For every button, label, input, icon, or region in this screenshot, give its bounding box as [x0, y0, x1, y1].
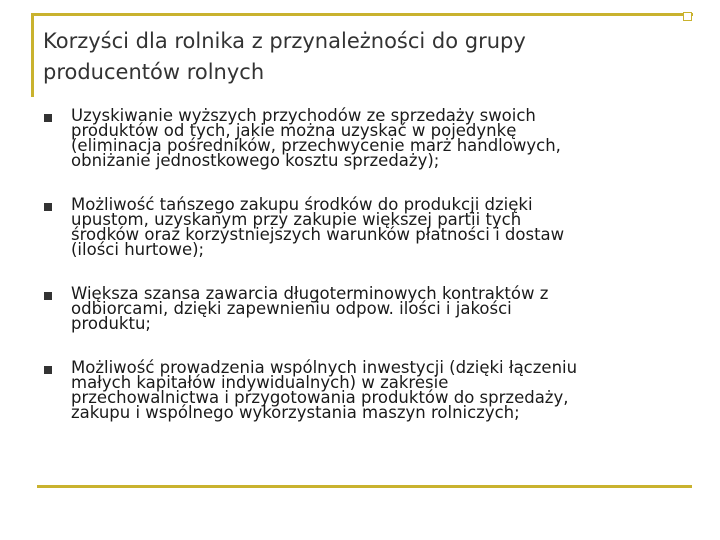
top-rule	[31, 13, 693, 16]
square-bullet-icon	[44, 203, 52, 211]
square-bullet-icon	[44, 114, 52, 122]
bullet-item	[43, 286, 683, 331]
slide-title-text: Korzyści dla rolnika z przynależności do grupy producentów rolnych	[43, 29, 526, 84]
bullet-text: Uzyskiwanie wyższych przychodów ze sprzedaży swoich produktów od tych, jakie można uzyskać w pojedynkę (eliminacja pośredników, przechwycenie marż handlowych, obniżanie jednostkowego kosztu sprzedaży);	[71, 106, 561, 170]
bullet-item	[43, 108, 683, 168]
corner-square-decoration	[683, 12, 692, 21]
bullet-text: Możliwość prowadzenia wspólnych inwestycji (dzięki łączeniu małych kapitałów indywidualnych) w zakresie przechowalnictwa i przygotowania produktów do sprzedaży, zakupu i wspólnego wykorzystania maszyn rolniczych;	[71, 358, 578, 422]
bullet-text: Większa szansa zawarcia długoterminowych kontraktów z odbiorcami, dzięki zapewnieniu odpow. ilości i jakości produktu;	[71, 284, 549, 333]
square-bullet-icon	[44, 366, 52, 374]
side-rule	[31, 13, 34, 97]
square-bullet-icon	[44, 292, 52, 300]
bullet-text: Możliwość tańszego zakupu środków do produkcji dzięki upustom, uzyskanym przy zakupie większej partii tych środków oraz korzystniejszych warunków płatności i dostaw (ilości hurtowe);	[71, 195, 565, 259]
bullet-item	[43, 197, 683, 257]
bottom-rule	[37, 485, 692, 488]
bullet-list	[43, 108, 683, 420]
slide-title	[43, 26, 663, 88]
bullet-item	[43, 360, 683, 420]
